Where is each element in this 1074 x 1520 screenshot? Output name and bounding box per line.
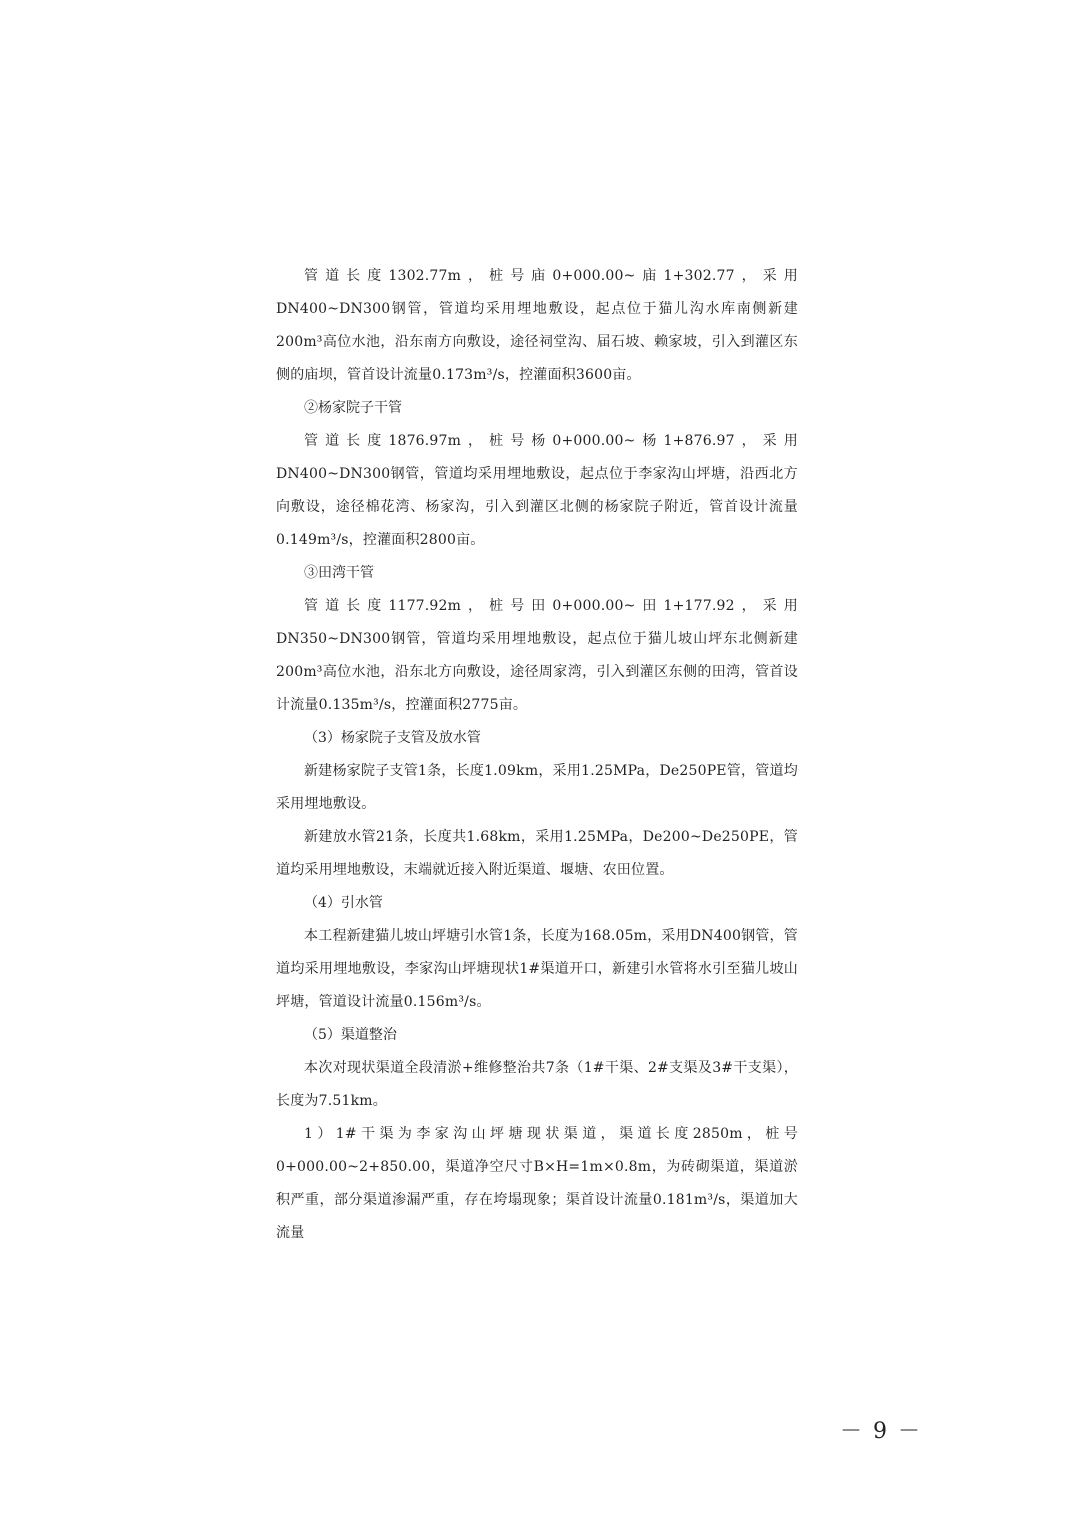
paragraph-branch-pipe: 新建杨家院子支管1条，长度1.09km，采用1.25MPa，De250PE管，管道均采用埋地敷设。 (276, 763, 798, 812)
paragraph-intake-pipe: 本工程新建猫儿坡山坪塘引水管1条，长度为168.05m，采用DN400钢管，管道均采用埋地敷设，李家沟山坪塘现状1#渠道开口，新建引水管将水引至猫儿坡山坪塘，管道设计流量0.156m³/s。 (276, 928, 798, 1010)
section-heading-yangjia-main-pipe: ②杨家院子干管 (304, 400, 402, 416)
paragraph-canal-renovation-summary: 本次对现状渠道全段清淤+维修整治共7条（1#干渠、2#支渠及3#干支渠），长度为7.51km。 (276, 1060, 798, 1109)
paragraph-yangjia-main-pipe: 管道长度1876.97m，桩号杨0+000.00~杨1+876.97，采用DN400~DN300钢管，管道均采用埋地敷设，起点位于李家沟山坪塘，沿西北方向敷设，途径棉花湾、杨家沟，引入到灌区北侧的杨家院子附近，管首设计流量0.149m³/s，控灌面积2800亩。 (276, 433, 798, 548)
paragraph-tianwan-main-pipe: 管道长度1177.92m，桩号田0+000.00~田1+177.92，采用DN350~DN300钢管，管道均采用埋地敷设，起点位于猫儿坡山坪东北侧新建200m³高位水池，沿东北方向敷设，途径周家湾，引入到灌区东侧的田湾，管首设计流量0.135m³/s，控灌面积2775亩。 (276, 598, 798, 713)
section-heading-intake-pipe: （4）引水管 (304, 895, 383, 911)
section-heading-tianwan-main-pipe: ③田湾干管 (304, 565, 374, 581)
page-number: － 9 － (840, 1419, 922, 1444)
paragraph-canal-1-detail: 1）1#干渠为李家沟山坪塘现状渠道，渠道长度2850m，桩号0+000.00~2+850.00，渠道净空尺寸B×H=1m×0.8m，为砖砌渠道，渠道淤积严重，部分渠道渗漏严重，存在垮塌现象；渠首设计流量0.181m³/s，渠道加大流量 (276, 1126, 798, 1241)
document-body (276, 260, 798, 1250)
paragraph-drain-pipes: 新建放水管21条，长度共1.68km，采用1.25MPa，De200~De250PE，管道均采用埋地敷设，末端就近接入附近渠道、堰塘、农田位置。 (276, 829, 798, 878)
section-heading-branch-and-drain-pipes: （3）杨家院子支管及放水管 (304, 730, 481, 746)
paragraph-miaoba-pipe: 管道长度1302.77m，桩号庙0+000.00~庙1+302.77，采用DN400~DN300钢管，管道均采用埋地敷设，起点位于猫儿沟水库南侧新建200m³高位水池，沿东南方向敷设，途径祠堂沟、届石坡、赖家坡，引入到灌区东侧的庙坝，管首设计流量0.173m³/s，控灌面积3600亩。 (276, 268, 798, 383)
section-heading-canal-renovation: （5）渠道整治 (304, 1027, 397, 1043)
